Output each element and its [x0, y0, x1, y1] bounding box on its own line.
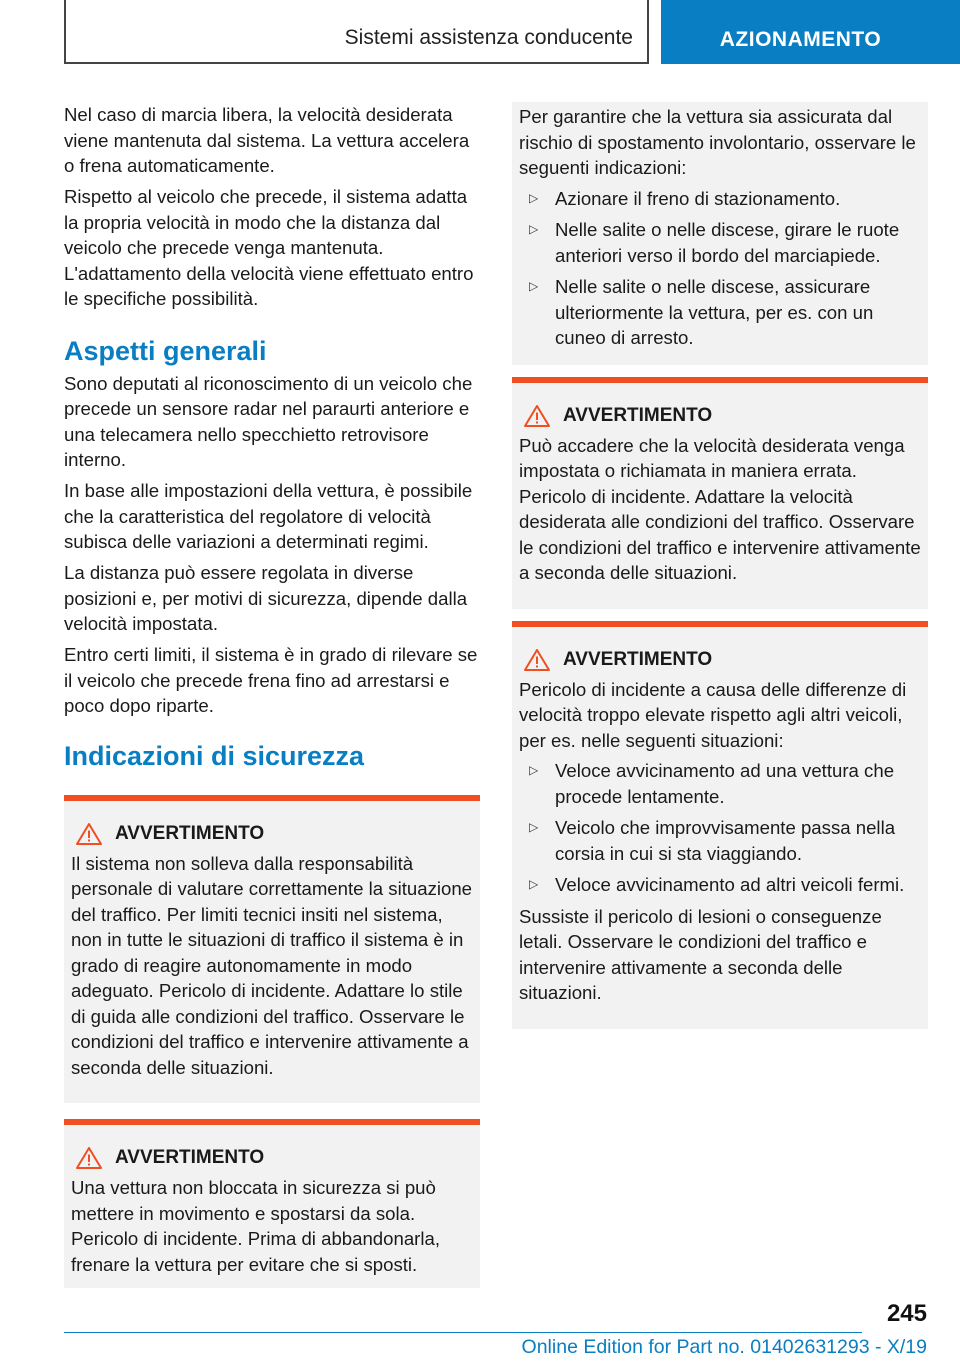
paragraph: La distanza può essere regolata in diverse posizioni e, per motivi di sicurezza, dipende dalla velocità impostata.: [64, 562, 468, 634]
warning-triangle-icon: [523, 404, 551, 428]
footer-edition-text: Online Edition for Part no. 01402631293 - X/19: [521, 1336, 927, 1358]
list-item: ▷ Veicolo che improvvisamente passa nella corsia in cui si sta viaggiando.: [519, 815, 921, 866]
bullet-triangle-icon: ▷: [529, 763, 539, 777]
warning-text: Una vettura non bloccata in sicurezza si può mettere in movimento e spostarsi da sola. Pericolo di incidente. Prima di abbandonarla, frenare la vettura per evitare che si sposti.: [71, 1177, 440, 1275]
warning-box: [64, 795, 480, 1104]
warning-title: [71, 1145, 473, 1171]
warning-title: [71, 821, 473, 847]
right-column: [512, 102, 928, 1029]
bullet-triangle-icon: ▷: [529, 222, 539, 236]
warning-title-text: AVVERTIMENTO: [563, 648, 713, 670]
warning-triangle-icon: [75, 822, 103, 846]
bullet-list: [519, 758, 921, 898]
list-item: ▷ Veloce avvicinamento ad una vettura che procede lentamente.: [519, 758, 921, 809]
warning-title-text: AVVERTIMENTO: [563, 404, 713, 426]
warning-triangle-icon: [75, 1146, 103, 1170]
paragraph: Nel caso di marcia libera, la velocità desiderata viene mantenuta dal sistema. La vettura accelera o frena automaticamente.: [64, 104, 470, 176]
warning-triangle-icon: [523, 648, 551, 672]
paragraph: Sono deputati al riconoscimento di un veicolo che precede un sensore radar nel paraurti anteriore e una telecamera nello specchietto retrovisore interno.: [64, 372, 473, 470]
header-chapter-title: AZIONAMENTO: [661, 0, 960, 64]
warning-box: [512, 377, 928, 609]
list-item: ▷ Azionare il freno di stazionamento.: [519, 186, 921, 212]
header-section-title: Sistemi assistenza conducente: [64, 0, 649, 64]
warning-text: Pericolo di incidente a causa delle differenze di velocità troppo elevate rispetto agli altri veicoli, per es. nelle seguenti situazioni:: [519, 678, 907, 751]
page-number: 245: [886, 1300, 927, 1327]
heading-aspetti-generali: Aspetti generali: [64, 335, 267, 366]
heading-indicazioni-sicurezza: Indicazioni di sicurezza: [64, 740, 365, 771]
footer-divider: [64, 1332, 862, 1333]
warning-text: Può accadere che la velocità desiderata venga impostata o richiamata in maniera errata. Pericolo di incidente. Adattare la velocità desiderata alle condizioni del traffico. Osservare le condizioni del traffico e intervenire attivamente a seconda delle situazioni.: [519, 434, 921, 583]
bullet-triangle-icon: ▷: [529, 279, 539, 293]
warning-title: [519, 647, 921, 673]
bullet-triangle-icon: ▷: [529, 190, 539, 205]
warning-closing-text: Sussiste il pericolo di lesioni o conseguenze letali. Osservare le condizioni del traffico e intervenire attivamente a seconda delle situazioni.: [519, 905, 882, 1003]
warning-box: [512, 621, 928, 1029]
warning-title-text: AVVERTIMENTO: [115, 822, 265, 844]
bullet-triangle-icon: ▷: [529, 877, 539, 891]
continued-box: [512, 102, 928, 365]
left-column: [64, 102, 480, 1288]
list-item: ▷ Veloce avvicinamento ad altri veicoli fermi.: [519, 872, 921, 898]
paragraph: Per garantire che la vettura sia assicurata dal rischio di spostamento involontario, osservare le seguenti indicazioni:: [519, 106, 916, 178]
list-item: ▷ Nelle salite o nelle discese, girare le ruote anteriori verso il bordo del marciapiede.: [519, 217, 921, 268]
paragraph: Entro certi limiti, il sistema è in grado di rilevare se il veicolo che precede frena fino ad arrestarsi e poco dopo riparte.: [64, 644, 478, 716]
warning-box: [64, 1119, 480, 1288]
warning-title: [519, 403, 921, 429]
warning-text: Il sistema non solleva dalla responsabilità personale di valutare correttamente la situazione del traffico. Per limiti tecnici insiti nel sistema, non in tutte le situazioni di traffico il sistema è in grado di reagire autonomamente in modo adeguato. Pericolo di incidente. Adattare lo stile di guida alle condizioni del traffico. Osservare le condizioni del traffico e intervenire attivamente a seconda delle situazioni.: [71, 852, 473, 1078]
list-item: ▷ Nelle salite o nelle discese, assicurare ulteriormente la vettura, per es. con un cuneo di arresto.: [519, 274, 921, 351]
bullet-list: [519, 186, 921, 351]
paragraph: Rispetto al veicolo che precede, il sistema adatta la propria velocità in modo che la distanza dal veicolo che precede venga mantenuta. L'adattamento della velocità viene effettuato entro le specifiche possibilità.: [64, 186, 474, 309]
paragraph: In base alle impostazioni della vettura, è possibile che la caratteristica del regolatore di velocità subisca delle variazioni a determinati regimi.: [64, 480, 473, 552]
warning-title-text: AVVERTIMENTO: [115, 1147, 265, 1168]
bullet-triangle-icon: ▷: [529, 820, 539, 834]
